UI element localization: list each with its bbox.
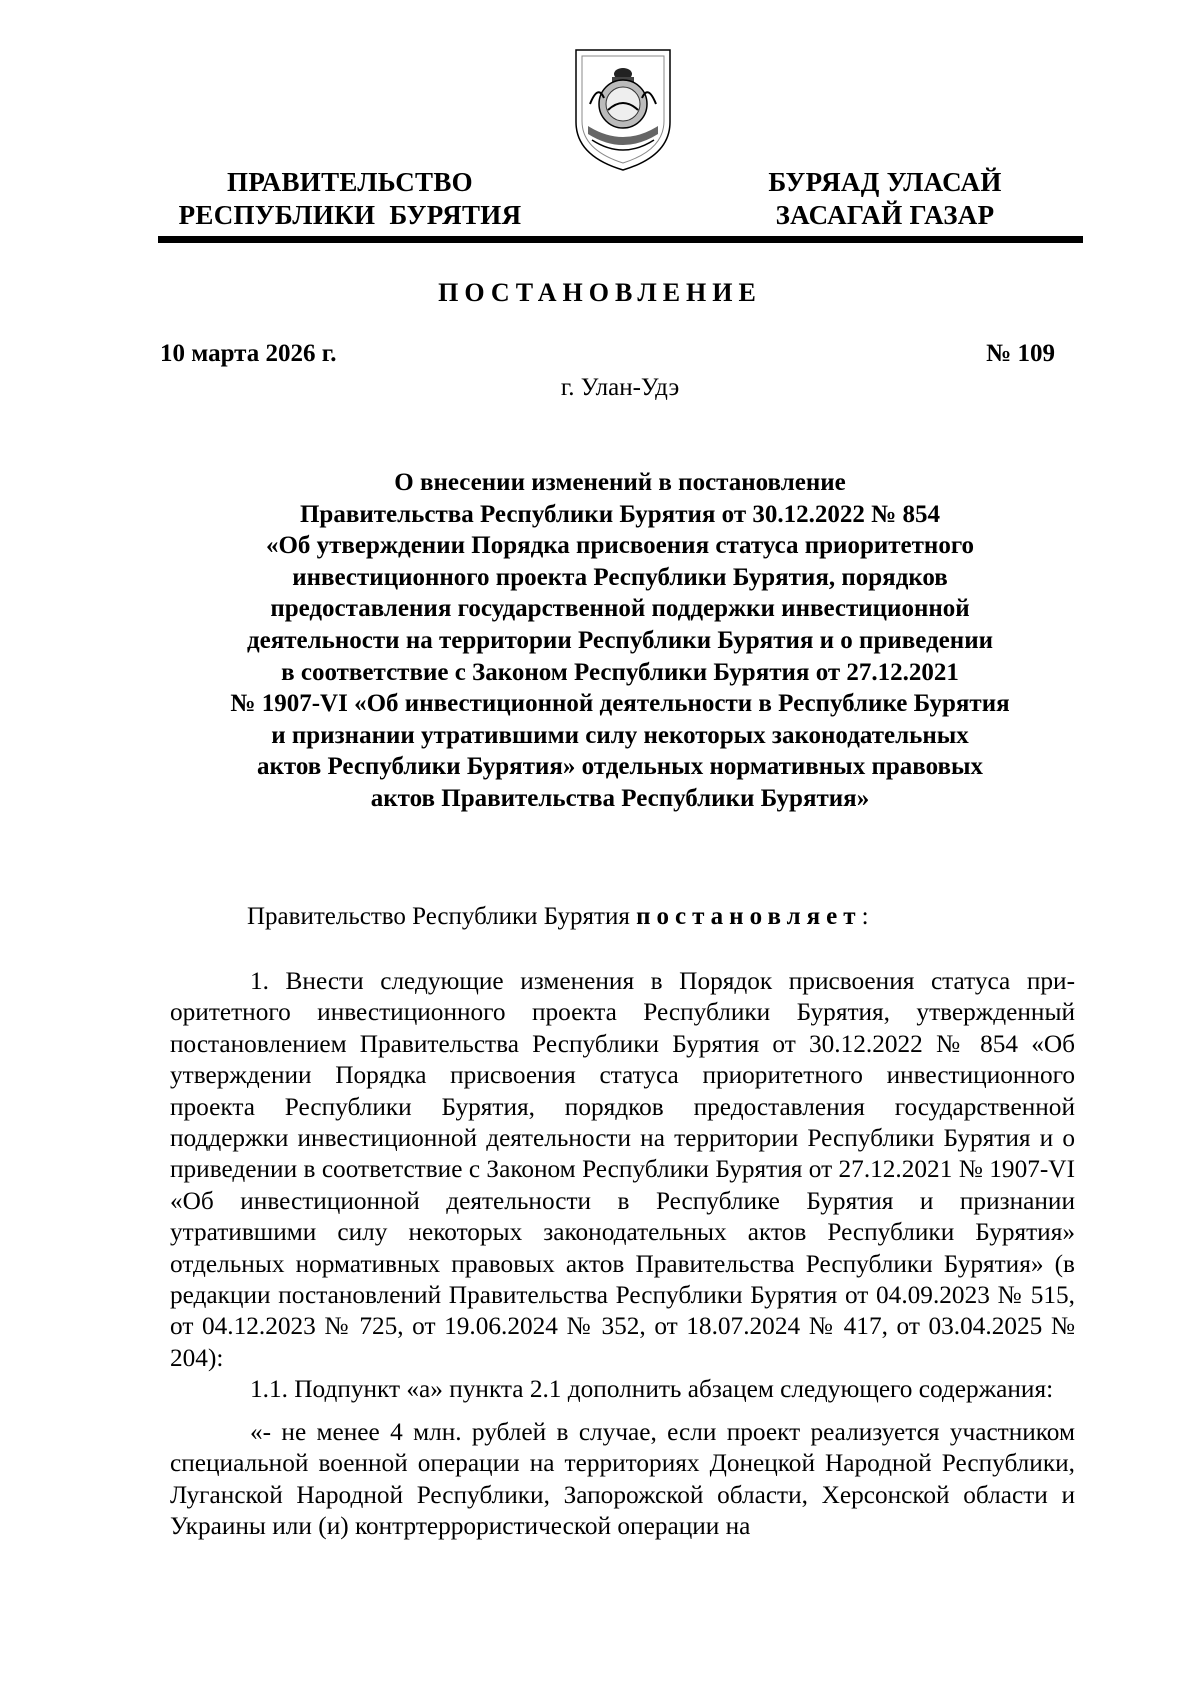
title-line: актов Правительства Республики Бурятия»: [370, 784, 870, 812]
title-line: и признании утратившими силу некоторых законодательных: [271, 721, 969, 749]
title-line: № 1907-VI «Об инвестиционной деятельности в Республике Бурятия: [230, 690, 1010, 718]
document-type: ПОСТАНОВЛЕНИЕ: [438, 278, 762, 307]
title-line: в соответствие с Законом Республики Бурятия от 27.12.2021: [281, 658, 959, 686]
organization-name-russian: [150, 166, 550, 232]
preamble-emphasis: постановляет: [636, 903, 862, 930]
preamble: [160, 903, 1080, 931]
title-line: предоставления государственной поддержки инвестиционной: [270, 595, 970, 623]
document-city: г. Улан-Удэ: [560, 374, 680, 401]
header-divider: [158, 236, 1083, 243]
org-right-line1: БУРЯАД УЛАСАЙ: [768, 167, 1002, 197]
document-number: № 109: [986, 340, 1055, 367]
title-line: «Об утверждении Порядка присвоения статуса приоритетного: [265, 532, 975, 560]
org-left-line2: РЕСПУБЛИКИ БУРЯТИЯ: [178, 200, 522, 230]
org-left-line1: ПРАВИТЕЛЬСТВО: [227, 167, 473, 197]
title-line: Правительства Республики Бурятия от 30.12.2022 № 854: [299, 500, 940, 528]
coat-of-arms-icon: [568, 44, 678, 174]
body-paragraph-3: «- не менее 4 млн. рублей в случае, если проект реализуется участником специальной военной операции на территориях Донецкой Народной Республики, Луганской Народной Республики, Запорожской области, Херсонской области и Украины или (и) контртеррористической операции на: [170, 1417, 1075, 1540]
title-line: деятельности на территории Республики Бурятия и о приведении: [247, 626, 993, 654]
organization-name-buryat: [720, 166, 1050, 232]
preamble-tail: :: [861, 903, 869, 930]
document-date: 10 марта 2026 г.: [160, 340, 337, 367]
document-body: [170, 966, 1075, 1542]
document-title: [180, 467, 1060, 815]
body-paragraph-1: 1. Внести следующие изменения в Порядок присвоения статуса приоритетного инвестиционного проекта Республики Бурятия, утвержденный постановлением Правительства Республики Бурятия от 30.12.2022 № 854 «Об утверждении Порядка присвоения статуса приоритетного инвестиционного проекта Республики Бурятия, порядков предоставления государственной поддержки инвестиционной деятельности на территории Республики Бурятия и о приведении в соответствие с Законом Республики Бурятия от 27.12.2021 № 1907-VI «Об инвестиционной деятельности в Республике Бурятия и признании утратившими силу некоторых законодательных актов Республики Бурятия» отдельных нормативных правовых актов Правительства Республики Бурятия» (в редакции постановлений Правительства Республики Бурятия от 04.09.2023 № 515, от 04.12.2023 № 725, от 19.06.2024 № 352, от 18.07.2024 № 417, от 03.04.2025 № 204):: [170, 967, 1075, 1372]
title-line: О внесении изменений в постановление: [394, 469, 846, 496]
org-right-line2: ЗАСАГАЙ ГАЗАР: [775, 200, 995, 230]
preamble-text: Правительство Республики Бурятия: [247, 903, 637, 930]
title-line: актов Республики Бурятия» отдельных нормативных правовых: [257, 753, 983, 781]
title-line: инвестиционного проекта Республики Бурятия, порядков: [292, 563, 948, 591]
body-paragraph-2: 1.1. Подпункт «а» пункта 2.1 дополнить абзацем следующего содержания:: [250, 1375, 1054, 1404]
